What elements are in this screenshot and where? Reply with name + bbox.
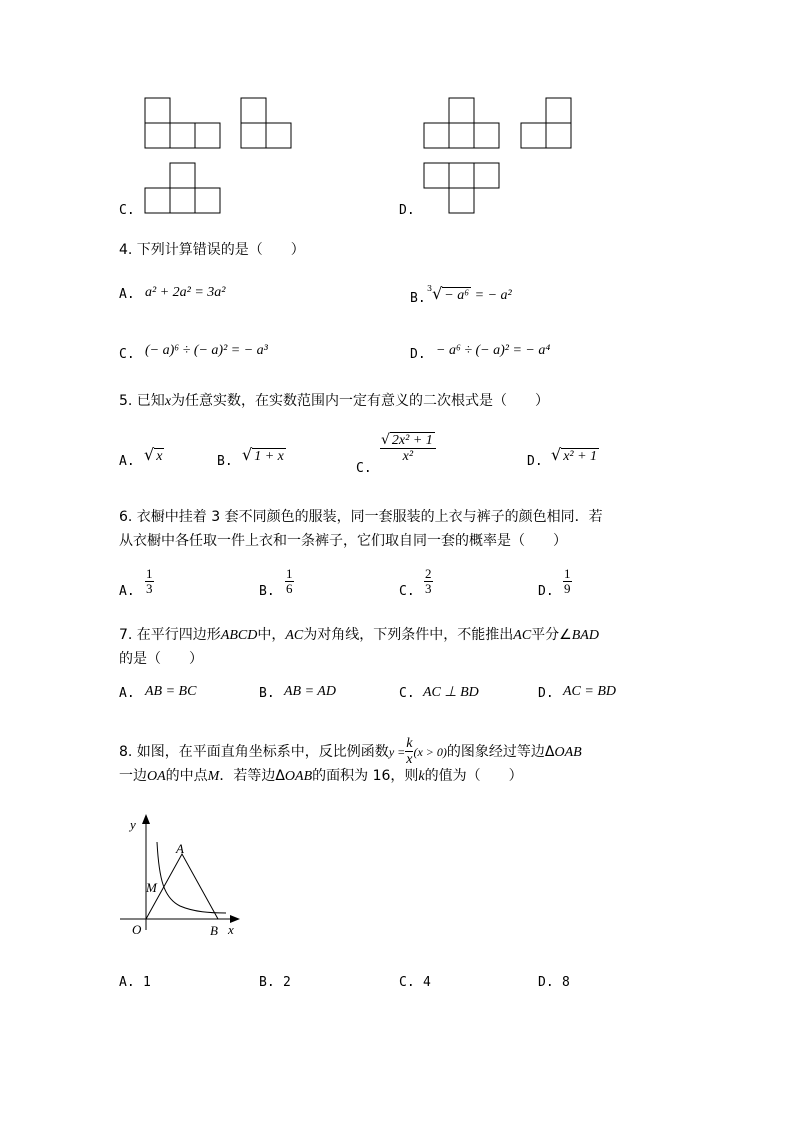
stem-variable: OA <box>147 769 166 784</box>
net-square <box>449 163 474 188</box>
stem-variable: OAB <box>554 744 582 760</box>
net-square <box>449 123 474 148</box>
q8-option-d-label: D. <box>538 975 554 990</box>
q5-option-d-expr <box>551 445 599 465</box>
net-square <box>424 123 449 148</box>
q6-option-b-label: B. <box>259 584 275 599</box>
fraction-denominator: 6 <box>286 581 293 597</box>
root-index: 3 <box>427 284 433 293</box>
fraction-numerator: 2 <box>425 566 432 581</box>
fraction-denominator: 9 <box>564 581 571 597</box>
stem-text: 为对角线，下列条件中，不能推出 <box>303 627 514 643</box>
net-square <box>424 163 449 188</box>
net-square <box>546 123 571 148</box>
stem-variable: ABCD <box>220 628 258 643</box>
q6-option-d-fraction <box>563 567 572 597</box>
net-square <box>195 123 220 148</box>
question-8-line-2 <box>119 765 523 785</box>
q5-c-fraction <box>380 432 436 465</box>
net-square <box>145 188 170 213</box>
label-y: y <box>130 817 136 832</box>
stem-variable: OAB <box>284 769 313 784</box>
y-axis-arrow <box>142 814 150 824</box>
question-6-line-1: 6. 衣橱中挂着 3 套不同颜色的服装，同一套服装的上衣与裤子的颜色相同．若 <box>119 509 603 525</box>
label-m: M <box>146 880 157 895</box>
stem-variable: x <box>164 394 172 409</box>
radical-sign: √ <box>144 445 155 464</box>
stem-text: 中， <box>257 627 286 643</box>
q6-option-a-fraction <box>145 567 154 597</box>
q7-option-d-label: D. <box>538 686 554 701</box>
function-lhs: y = <box>388 744 406 759</box>
label-b: B <box>210 923 218 938</box>
q4-option-a-expr: a² + 2a² = 3a² <box>145 285 226 300</box>
stem-variable: AC <box>285 628 304 643</box>
q7-option-c-expr: AC ⊥ BD <box>423 685 479 700</box>
net-square <box>145 123 170 148</box>
q8-option-a-value: 1 <box>143 975 151 990</box>
net-square <box>170 163 195 188</box>
q5-option-d-label: D. <box>527 454 543 469</box>
q5-c-numerator: 2x² + 1 <box>391 433 433 448</box>
q5-b-radicand: 1 + x <box>254 449 284 464</box>
q5-a-radicand: x <box>156 449 163 464</box>
label-x: x <box>228 922 234 937</box>
radical-sign: √ <box>551 445 562 464</box>
q5-option-a-label: A. <box>119 454 135 469</box>
net-square <box>145 98 170 123</box>
stem-text: 的图象经过等边Δ <box>446 743 555 760</box>
q4-option-b-expr <box>427 284 512 304</box>
q5-option-c-expr <box>380 432 436 465</box>
stem-variable: M <box>207 769 220 784</box>
q6-option-c-label: C. <box>399 584 415 599</box>
q4-option-d-expr: − a⁶ ÷ (− a)² = − a⁴ <box>436 343 551 358</box>
question-5-stem <box>119 390 549 410</box>
stem-text: 7. 在平行四边形 <box>119 627 221 643</box>
radical-sign: √ <box>381 432 390 448</box>
q6-option-a-label: A. <box>119 584 135 599</box>
stem-text: 一边 <box>119 768 147 784</box>
fraction-denominator: 3 <box>146 581 153 597</box>
question-4-stem: 4. 下列计算错误的是（ ） <box>119 242 305 258</box>
q6-option-c-fraction <box>424 567 433 597</box>
net-square <box>170 123 195 148</box>
q7-option-d-expr: AC = BD <box>563 684 616 699</box>
stem-text: 的值为（ ） <box>424 768 523 784</box>
q5-option-b-expr <box>242 445 286 465</box>
label-a: A <box>176 841 184 856</box>
net-square <box>241 123 266 148</box>
q7-option-a-label: A. <box>119 686 135 701</box>
option-c-label: C. <box>119 203 135 218</box>
q4-b-radicand: − a⁶ <box>444 288 470 303</box>
q4-option-d-label: D. <box>410 347 426 362</box>
fraction-denominator: 3 <box>425 581 432 597</box>
q8-option-c-label: C. <box>399 975 415 990</box>
stem-variable: AC <box>513 628 532 643</box>
question-7-line-2: 的是（ ） <box>119 651 203 667</box>
stem-text: ．若等边Δ <box>219 768 285 784</box>
question-6-line-2: 从衣橱中各任取一件上衣和一条裤子，它们取自同一套的概率是（ ） <box>119 533 567 549</box>
net-square <box>195 188 220 213</box>
q5-option-b-label: B. <box>217 454 233 469</box>
stem-text: 8. 如图，在平面直角坐标系中，反比例函数 <box>119 743 389 760</box>
net-square <box>241 98 266 123</box>
q5-c-denominator: x² <box>402 449 414 465</box>
question-7-line-1 <box>119 624 599 644</box>
radical-sign: √ <box>242 445 253 464</box>
q4-option-a-label: A. <box>119 287 135 302</box>
function-domain: (x > 0) <box>413 744 447 759</box>
q8-coordinate-figure <box>110 810 260 945</box>
net-square <box>449 188 474 213</box>
q6-option-d-label: D. <box>538 584 554 599</box>
label-o: O <box>132 922 142 937</box>
stem-variable: BAD <box>571 628 599 643</box>
fraction-numerator: 1 <box>146 566 153 581</box>
stem-text: 平分∠ <box>531 627 572 643</box>
radical-sign: √ <box>432 284 443 303</box>
q8-option-a-label: A. <box>119 975 135 990</box>
q6-option-b-fraction <box>285 567 294 597</box>
hyperbola-curve <box>157 842 226 913</box>
option-c-net-figures <box>0 0 794 230</box>
net-square <box>546 98 571 123</box>
net-square <box>521 123 546 148</box>
q4-option-b-label: B. <box>410 291 426 306</box>
stem-text: 为任意实数，在实数范围内一定有意义的二次根式是（ ） <box>171 393 550 409</box>
q8-option-b-label: B. <box>259 975 275 990</box>
stem-text: 的面积为 16，则 <box>312 768 419 784</box>
q5-option-c-label: C. <box>356 461 372 476</box>
net-square <box>266 123 291 148</box>
net-square <box>170 188 195 213</box>
q7-option-c-label: C. <box>399 686 415 701</box>
net-square <box>474 123 499 148</box>
stem-text: 5. 已知 <box>119 393 165 409</box>
q8-option-b-value: 2 <box>283 975 291 990</box>
question-8-line-1 <box>119 736 582 768</box>
option-d-label: D. <box>399 203 415 218</box>
q5-option-a-expr <box>144 445 164 465</box>
q4-option-c-label: C. <box>119 347 135 362</box>
q5-d-radicand: x² + 1 <box>563 449 598 464</box>
q8-option-d-value: 8 <box>562 975 570 990</box>
q8-option-c-value: 4 <box>423 975 431 990</box>
fraction-numerator: 1 <box>564 566 571 581</box>
net-square <box>449 98 474 123</box>
fraction-numerator: 1 <box>286 566 293 581</box>
q4-b-rhs: = − a² <box>471 288 512 303</box>
fraction-denominator: x <box>406 752 413 768</box>
q7-option-a-expr: AB = BC <box>145 684 197 699</box>
stem-variable: k <box>418 769 425 784</box>
q7-option-b-expr: AB = AD <box>284 684 336 699</box>
q7-option-b-label: B. <box>259 686 275 701</box>
stem-text: 的中点 <box>165 768 208 784</box>
q4-option-c-expr: (− a)⁶ ÷ (− a)² = − a³ <box>145 343 268 358</box>
fraction-numerator: k <box>406 736 413 751</box>
net-square <box>474 163 499 188</box>
